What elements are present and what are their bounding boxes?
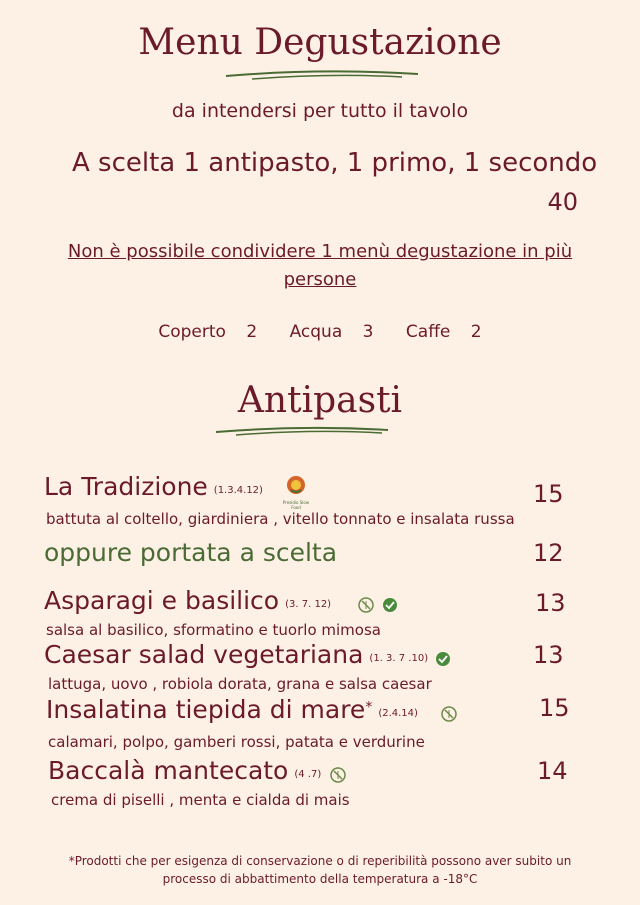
dish-allergens: (3. 7. 12): [285, 599, 332, 610]
notice-line-2: persone: [283, 269, 357, 290]
dish-price: 13: [535, 589, 566, 617]
dish-allergens: (1.3.4.12): [213, 485, 263, 496]
dish-name: Caesar salad vegetariana: [44, 640, 364, 669]
section-title-antipasti: Antipasti: [237, 380, 403, 421]
vegetarian-leaf-icon: [435, 651, 451, 667]
footnote-line-1: *Prodotti che per esigenza di conservazione o di reperibilità possono aver subito un: [68, 854, 572, 868]
gluten-free-icon: [441, 706, 457, 722]
menu-price: 40: [547, 188, 578, 216]
dish-alternative: oppure portata a scelta: [44, 538, 338, 567]
dish-price: 12: [533, 539, 564, 567]
dish-caesar-salad: [44, 640, 451, 669]
dish-price: 14: [537, 757, 568, 785]
vegetarian-leaf-icon: [382, 597, 398, 613]
dish-name: La Tradizione: [44, 472, 208, 501]
dish-description: lattuga, uovo , robiola dorata, grana e salsa caesar: [48, 675, 432, 693]
dish-name: Asparagi e basilico: [44, 586, 280, 615]
extra-coperto: Coperto 2: [158, 322, 258, 342]
sharing-notice: [60, 238, 580, 294]
dish-allergens: (1. 3. 7 .10): [369, 653, 429, 664]
dish-name: Insalatina tiepida di mare: [46, 695, 366, 724]
footnote-line-2: processo di abbattimento della temperatura a -18°C: [162, 872, 478, 886]
dish-allergens: (4 .7): [294, 769, 322, 780]
extra-acqua: Acqua 3: [289, 322, 374, 342]
section-underline: [212, 422, 392, 438]
extra-caffe: Caffe 2: [405, 322, 482, 342]
notice-line-1: Non è possibile condividere 1 menù degustazione in più: [67, 241, 573, 262]
logo-caption: Presidio Slow Food: [282, 500, 310, 510]
title-underline: [222, 66, 422, 82]
dish-price: 15: [533, 480, 564, 508]
footnote: [0, 852, 640, 888]
gluten-free-icon: [330, 767, 346, 783]
dish-allergens: (2.4.14): [378, 708, 418, 719]
dish-description: salsa al basilico, sformatino e tuorlo mimosa: [46, 621, 381, 639]
dish-description: battuta al coltello, giardiniera , vitello tonnato e insalata russa: [46, 510, 515, 528]
menu-title: Menu Degustazione: [138, 22, 502, 63]
slow-food-presidio-logo: [278, 474, 314, 510]
dish-asparagi: [44, 586, 398, 615]
menu-choice: A scelta 1 antipasto, 1 primo, 1 secondo: [72, 148, 598, 178]
dish-price: 15: [539, 694, 570, 722]
extras-row: [0, 322, 640, 342]
dish-la-tradizione: [44, 472, 263, 501]
dish-description: calamari, polpo, gamberi rossi, patata e verdurine: [48, 733, 425, 751]
dish-description: crema di piselli , menta e cialda di mais: [51, 791, 350, 809]
dish-footnote-mark: *: [365, 699, 373, 716]
gluten-free-icon: [358, 597, 374, 613]
dish-price: 13: [533, 641, 564, 669]
menu-subtitle: da intendersi per tutto il tavolo: [171, 100, 469, 122]
dish-baccala: [48, 756, 346, 785]
dish-insalatina: [46, 695, 457, 724]
dish-name: Baccalà mantecato: [48, 756, 289, 785]
